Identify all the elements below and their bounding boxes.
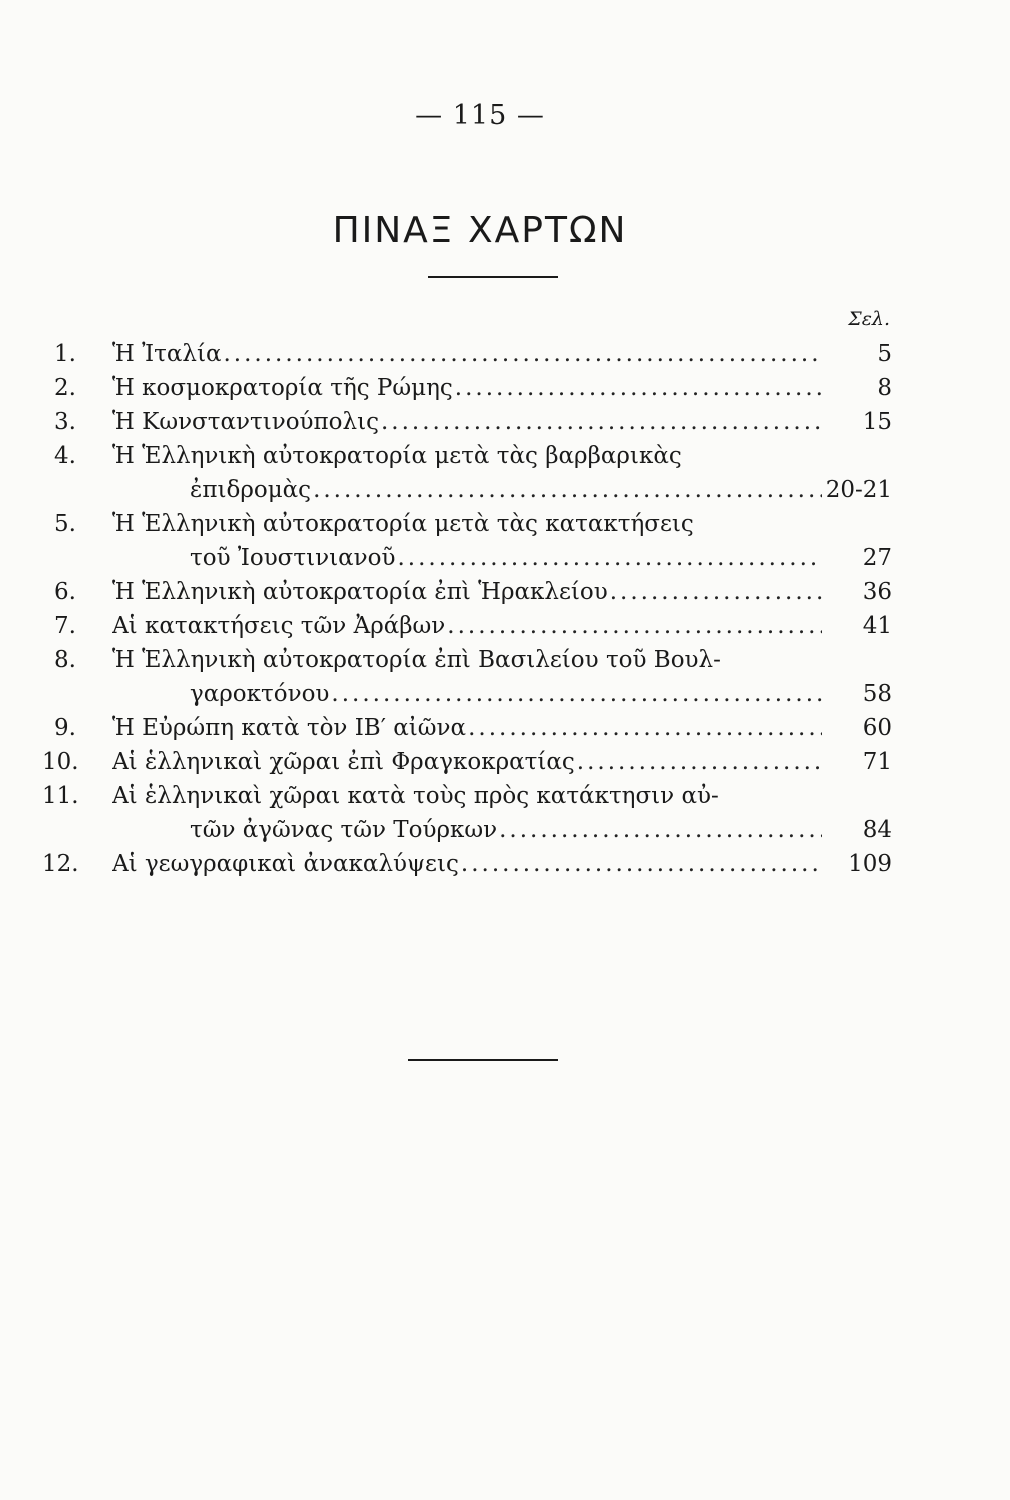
entry-title-line: ἐπιδρομὰς xyxy=(190,477,312,503)
dot-leader xyxy=(468,711,822,745)
entry-page-ref: 15 xyxy=(862,409,892,435)
entry-title-line: Ἡ Εὐρώπη κατὰ τὸν ΙΒ′ αἰῶνα xyxy=(112,715,467,741)
entry-number: 9. xyxy=(54,715,76,741)
toc-entry xyxy=(42,609,892,643)
entry-number: 10. xyxy=(42,749,79,775)
entry-title-line: τοῦ Ἰουστινιανοῦ xyxy=(190,545,396,571)
entry-title-line: Ἡ Κωνσταντινούπολις xyxy=(112,409,379,435)
entry-number: 12. xyxy=(42,851,79,877)
toc-entry xyxy=(42,439,892,507)
entry-page-ref: 8 xyxy=(877,375,892,401)
dot-leader xyxy=(461,847,822,881)
entry-title-line: Ἡ Ἑλληνικὴ αὐτοκρατορία ἐπὶ Βασιλείου τοῦ Βουλ- xyxy=(112,647,721,673)
toc-entry xyxy=(42,337,892,371)
toc-entry xyxy=(42,371,892,405)
toc-entry xyxy=(42,711,892,745)
entry-number: 4. xyxy=(54,443,76,469)
end-divider xyxy=(408,1059,558,1061)
entry-title-line: Αἱ ἑλληνικαὶ χῶραι κατὰ τοὺς πρὸς κατάκτησιν αὐ- xyxy=(112,783,719,809)
dot-leader xyxy=(313,473,822,507)
page-number: — 115 — xyxy=(415,100,545,131)
dot-leader xyxy=(610,575,822,609)
entry-title-line: Ἡ κοσμοκρατορία τῆς Ρώμης xyxy=(112,375,453,401)
entry-title-line: Ἡ Ἑλληνικὴ αὐτοκρατορία ἐπὶ Ἡρακλείου xyxy=(112,579,608,605)
entry-number: 7. xyxy=(54,613,76,639)
dot-leader xyxy=(577,745,822,779)
toc-entry xyxy=(42,507,892,575)
entry-title-line: Αἱ γεωγραφικαὶ ἀνακαλύψεις xyxy=(112,851,459,877)
dot-leader xyxy=(499,813,822,847)
entry-title-line: Ἡ Ἑλληνικὴ αὐτοκρατορία μετὰ τὰς κατακτήσεις xyxy=(112,511,694,537)
entry-page-ref: 58 xyxy=(862,681,892,707)
entry-page-ref: 41 xyxy=(862,613,892,639)
entry-page-ref: 60 xyxy=(862,715,892,741)
entry-page-ref: 36 xyxy=(862,579,892,605)
toc-entry xyxy=(42,575,892,609)
dot-leader xyxy=(224,337,823,371)
entry-title-line: γαροκτόνου xyxy=(190,681,330,707)
entry-number: 1. xyxy=(54,341,76,367)
entry-title-line: Αἱ κατακτήσεις τῶν Ἀράβων xyxy=(112,613,446,639)
dot-leader xyxy=(381,405,822,439)
page-title: ΠΙΝΑΞ ΧΑΡΤΩΝ xyxy=(332,210,628,251)
entry-number: 8. xyxy=(54,647,76,673)
entry-title-line: Ἡ Ἑλληνικὴ αὐτοκρατορία μετὰ τὰς βαρβαρικὰς xyxy=(112,443,682,469)
entry-page-ref: 20-21 xyxy=(825,477,892,503)
toc-entry xyxy=(42,643,892,711)
toc-entry xyxy=(42,779,892,847)
entry-page-ref: 71 xyxy=(862,749,892,775)
entry-page-ref: 5 xyxy=(877,341,892,367)
entry-number: 6. xyxy=(54,579,76,605)
entry-page-ref: 27 xyxy=(862,545,892,571)
dot-leader xyxy=(455,371,822,405)
entry-number: 3. xyxy=(54,409,76,435)
page-column-label: Σελ. xyxy=(848,308,890,330)
dot-leader xyxy=(331,677,822,711)
dot-leader xyxy=(447,609,822,643)
dot-leader xyxy=(397,541,822,575)
entry-title-line: τῶν ἀγῶνας τῶν Τούρκων xyxy=(190,817,498,843)
toc-entry xyxy=(42,745,892,779)
entry-page-ref: 84 xyxy=(862,817,892,843)
entry-title-line: Ἡ Ἰταλία xyxy=(112,341,222,367)
entry-number: 2. xyxy=(54,375,76,401)
toc-entry xyxy=(42,405,892,439)
title-divider xyxy=(428,276,558,278)
toc-entry xyxy=(42,847,892,881)
table-of-maps xyxy=(42,337,892,881)
entry-page-ref: 109 xyxy=(848,851,892,877)
entry-number: 11. xyxy=(42,783,79,809)
entry-title-line: Αἱ ἑλληνικαὶ χῶραι ἐπὶ Φραγκοκρατίας xyxy=(112,749,575,775)
entry-number: 5. xyxy=(54,511,76,537)
